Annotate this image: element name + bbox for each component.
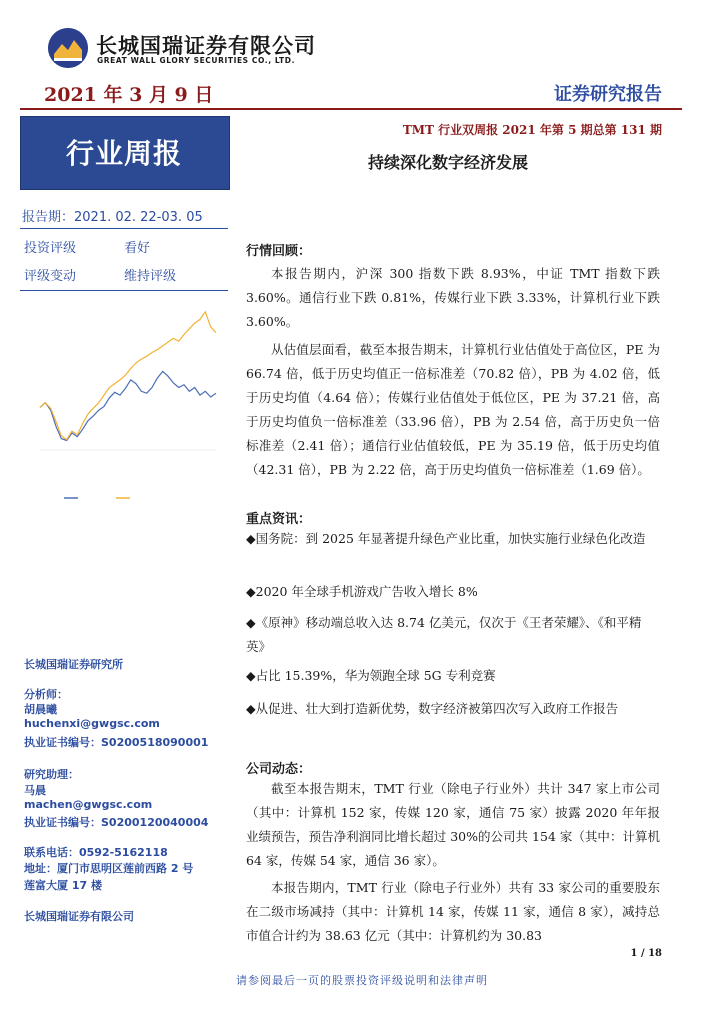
rating-change-label: 评级变动	[24, 269, 77, 284]
assistant-email[interactable]: machen@gwgsc.com	[24, 798, 153, 811]
paragraph-shareholder-reduction: 本报告期内，TMT 行业（除电子行业外）共有 33 家公司的重要股东在二级市场减持（其中：计算机 14 家，传媒 11 家，通信 8 家），减持总市值合计约为 38.63 亿元（其中：计算机约为 30.83	[246, 880, 660, 943]
assistant-cert: 执业证书编号：S0200120040004	[24, 816, 209, 829]
report-date: 2021 年 3 月 9 日	[44, 84, 214, 106]
company-name-cn: 长城国瑞证券有限公司	[96, 34, 316, 58]
news-item: ◆2020 年全球手机游戏广告收入增长 8%	[246, 584, 478, 599]
institute-name: 长城国瑞证券研究所	[24, 658, 123, 671]
section-title-market-review: 行情回顾：	[246, 244, 312, 259]
report-period: 报告期：2021. 02. 22-03. 05	[22, 210, 203, 225]
report-issue: TMT 行业双周报 2021 年第 5 期总第 131 期	[402, 123, 662, 137]
assistant-name: 马晨	[24, 784, 46, 797]
analyst-name: 胡晨曦	[24, 703, 57, 716]
rating-value: 看好	[124, 241, 151, 256]
company-logo	[48, 28, 88, 68]
analyst-label: 分析师：	[24, 688, 68, 701]
series-line-1	[40, 371, 216, 440]
logo-mark-icon	[48, 28, 88, 68]
paragraph-valuation: 从估值层面看，截至本报告期末，计算机行业估值处于高位区，PE 为 66.74 倍，低于历史均值正一倍标准差（70.82 倍），PB 为 4.02 倍，低于历史均值（4.64 倍）；传媒行业估值处于低位区，PE 为 37.21 倍，高于历史均值负一倍标准差（33.96 倍），PB 为 2.54 倍，高于历史负一倍标准差（2.41 倍）；通信行业估值较低，PE 为 35.19 倍，低于历史均值（42.31 倍），PB 为 2.22 倍，高于历史均值负一倍标准差（1.69 倍）。	[246, 342, 660, 477]
header-divider	[20, 108, 682, 110]
paragraph-company-forecast: 截至本报告期末，TMT 行业（除电子行业外）共计 347 家上市公司（其中：计算机 152 家，传媒 120 家，通信 75 家）披露 2020 年年报业绩预告，预告净利润同比增长超过 30%的公司共 154 家（其中：计算机 64 家，传媒 54 家，通信 36 家）。	[246, 781, 660, 868]
analyst-cert: 执业证书编号：S0200518090001	[24, 736, 209, 749]
document-type: 证券研究报告	[554, 84, 662, 105]
contact-address-line2: 莲富大厦 17 楼	[24, 879, 102, 892]
section-title-company-news: 公司动态：	[246, 762, 312, 777]
section-title-key-news: 重点资讯：	[246, 512, 312, 527]
legal-disclaimer: 请参阅最后一页的股票投资评级说明和法律声明	[236, 974, 488, 987]
rating-change-value: 维持评级	[124, 269, 177, 284]
news-item: ◆《原神》移动端总收入达 8.74 亿美元，仅次于《王者荣耀》、《和平精英》	[246, 615, 642, 654]
report-type-label: 行业周报	[65, 137, 182, 170]
analyst-email[interactable]: huchenxi@gwgsc.com	[24, 717, 160, 730]
contact-address-line1: 地址：厦门市思明区莲前西路 2 号	[24, 862, 194, 875]
rating-label: 投资评级	[24, 241, 77, 256]
page-number: 1 / 18	[630, 948, 662, 959]
period-divider	[20, 228, 228, 229]
news-item: ◆从促进、壮大到打造新优势，数字经济被第四次写入政府工作报告	[246, 701, 619, 716]
index-trend-chart	[16, 300, 226, 510]
report-headline: 持续深化数字经济发展	[368, 153, 529, 172]
news-item: ◆占比 15.39%，华为领跑全球 5G 专利竞赛	[246, 668, 496, 683]
company-name-en: GREAT WALL GLORY SECURITIES CO., LTD.	[97, 56, 296, 65]
contact-phone: 联系电话：0592-5162118	[24, 846, 168, 859]
company-name-footer: 长城国瑞证券有限公司	[24, 910, 134, 923]
assistant-label: 研究助理：	[24, 768, 79, 781]
rating-divider	[20, 290, 228, 291]
paragraph-market-review: 本报告期内，沪深 300 指数下跌 8.93%，中证 TMT 指数下跌 3.60%。通信行业下跌 0.81%，传媒行业下跌 3.33%，计算机行业下跌 3.60%。	[246, 266, 660, 329]
series-line-2	[40, 312, 216, 440]
news-item: ◆国务院：到 2025 年显著提升绿色产业比重，加快实施行业绿色化改造	[246, 531, 646, 546]
